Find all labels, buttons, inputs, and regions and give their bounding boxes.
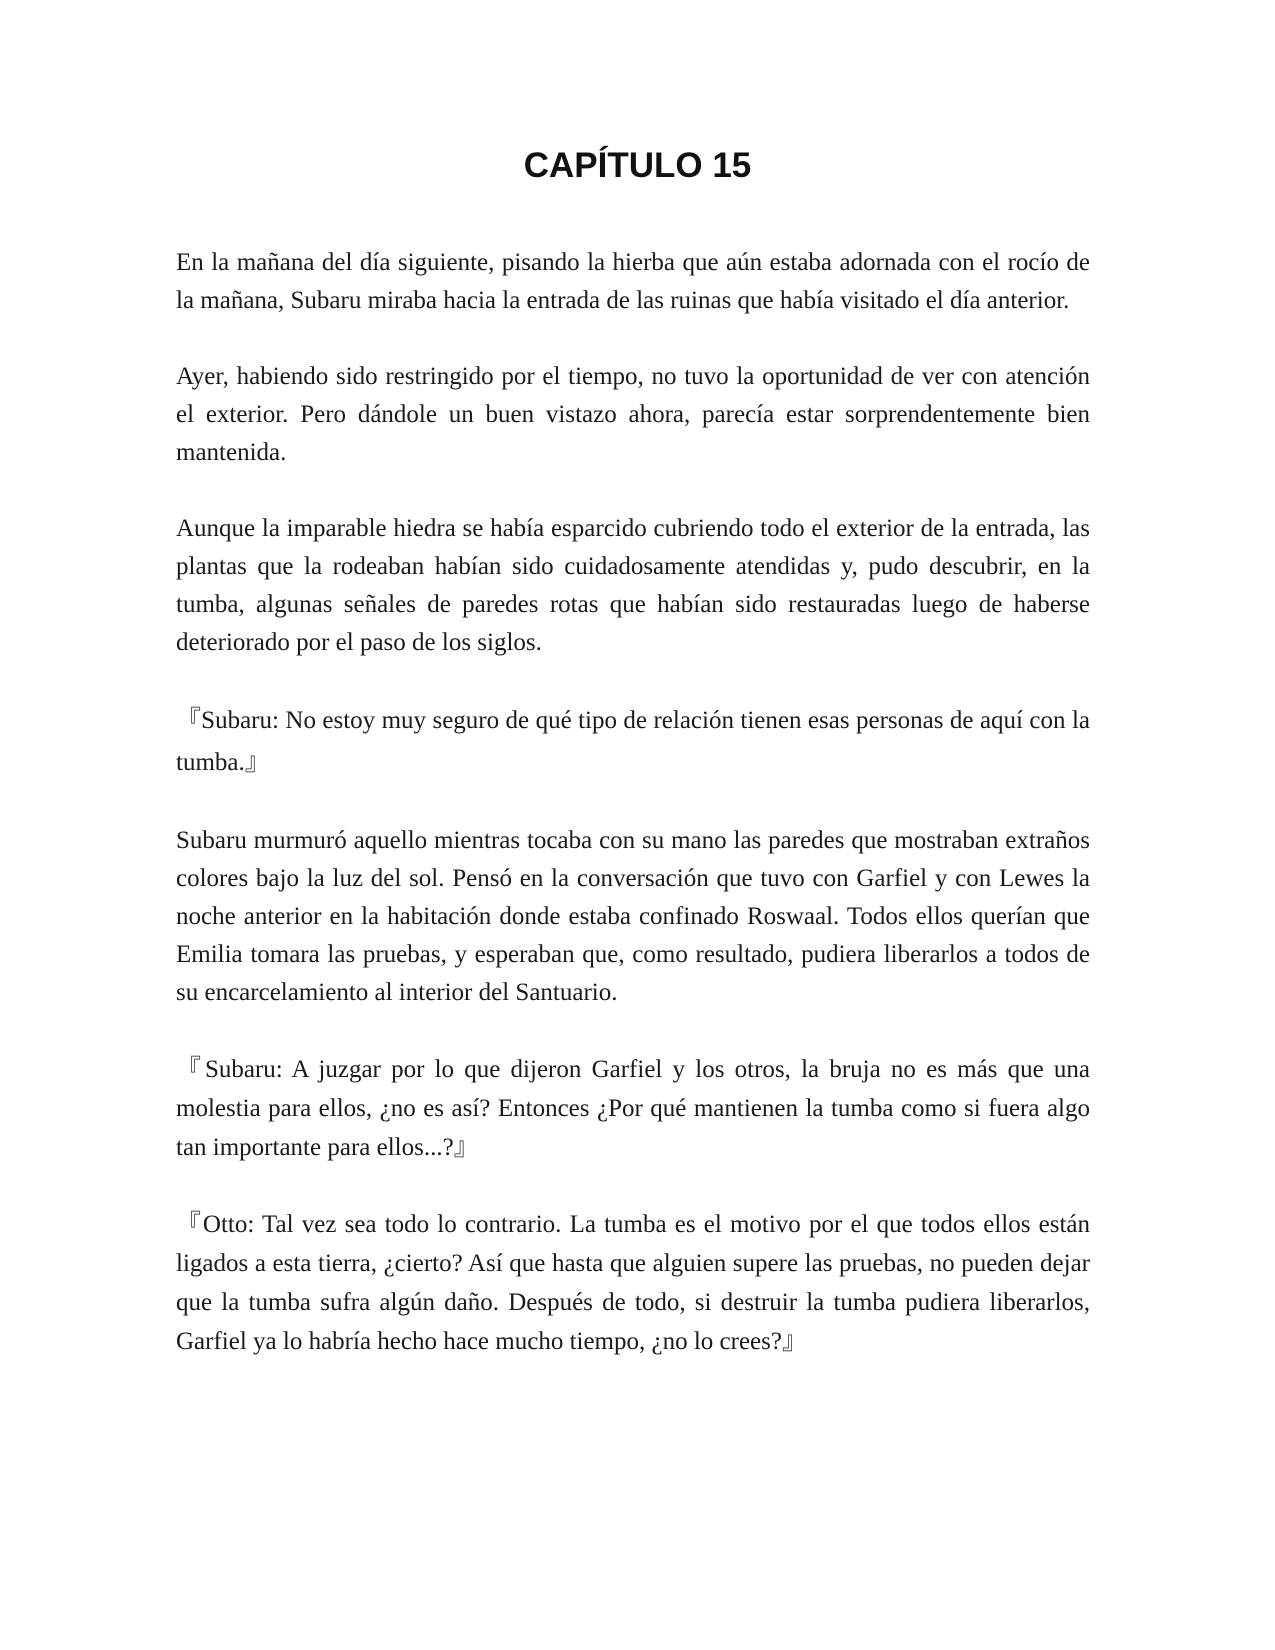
chapter-body — [176, 244, 1090, 1361]
chapter-title: CAPÍTULO 15 — [523, 146, 752, 185]
dialogue-paragraph: 『Otto: Tal vez sea todo lo contrario. La tumba es el motivo por el que todos ellos están ligados a esta tierra, ¿cierto? Así que hasta que alguien supere las pruebas, no pueden dejar que la tumba sufra algún daño. Después de todo, si destruir la tumba pudiera liberarlos, Garfiel ya lo habría hecho hace mucho tiempo, ¿no lo crees?』 — [176, 1211, 1090, 1355]
dialogue-paragraph: 『Subaru: No estoy muy seguro de qué tipo de relación tienen esas personas de aquí con la tumba.』 — [176, 707, 1090, 776]
narrative-paragraph: Subaru murmuró aquello mientras tocaba con su mano las paredes que mostraban extraños colores bajo la luz del sol. Pensó en la conversación que tuvo con Garfiel y con Lewes la noche anterior en la habitación donde estaba confinado Roswaal. Todos ellos querían que Emilia tomara las pruebas, y esperaban que, como resultado, pudiera liberarlos a todos de su encarcelamiento al interior del Santuario. — [176, 827, 1090, 1006]
narrative-paragraph: Aunque la imparable hiedra se había esparcido cubriendo todo el exterior de la entrada, las plantas que la rodeaban habían sido cuidadosamente atendidas y, pudo descubrir, en la tumba, algunas señales de paredes rotas que habían sido restauradas luego de haberse deteriorado por el paso de los siglos. — [176, 515, 1090, 656]
narrative-paragraph: En la mañana del día siguiente, pisando la hierba que aún estaba adornada con el rocío de la mañana, Subaru miraba hacia la entrada de las ruinas que había visitado el día anterior. — [176, 249, 1090, 314]
dialogue-paragraph: 『Subaru: A juzgar por lo que dijeron Garfiel y los otros, la bruja no es más que una molestia para ellos, ¿no es así? Entonces ¿Por qué mantienen la tumba como si fuera algo tan importante para ellos...?』 — [176, 1056, 1090, 1161]
narrative-paragraph: Ayer, habiendo sido restringido por el tiempo, no tuvo la oportunidad de ver con atención el exterior. Pero dándole un buen vistazo ahora, parecía estar sorprendentemente bien mantenida. — [176, 363, 1090, 466]
